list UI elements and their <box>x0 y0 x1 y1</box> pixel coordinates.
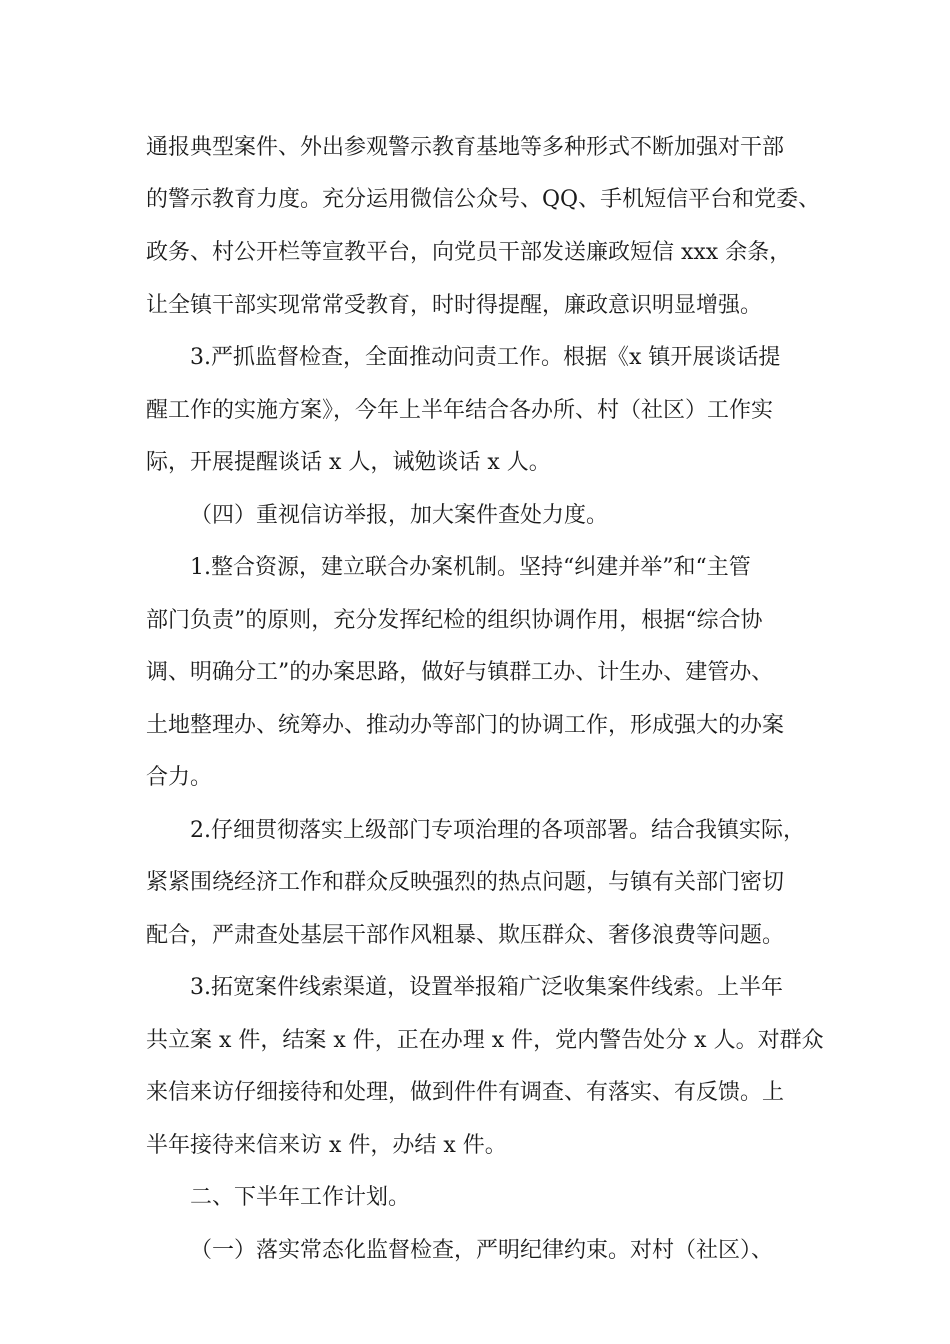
text-line: 部门负责”的原则，充分发挥纪检的组织协调作用，根据“综合协 <box>146 608 763 633</box>
text-line: 让全镇干部实现常常受教育，时时得提醒，廉政意识明显增强。 <box>146 293 763 318</box>
text-line: 半年接待来信来访 x 件，办结 x 件。 <box>146 1133 507 1158</box>
text-line: 紧紧围绕经济工作和群众反映强烈的热点问题，与镇有关部门密切 <box>146 870 785 895</box>
text-line: 醒工作的实施方案》，今年上半年结合各办所、村（社区）工作实 <box>146 398 774 423</box>
text-line: 来信来访仔细接待和处理，做到件件有调查、有落实、有反馈。上 <box>146 1080 785 1105</box>
text-line: 配合，严肃查处基层干部作风粗暴、欺压群众、奢侈浪费等问题。 <box>146 923 785 948</box>
paragraph-start-line: （一）落实常态化监督检查，严明纪律约束。对村（社区）、 <box>190 1238 774 1263</box>
text-line: 土地整理办、统筹办、推动办等部门的协调工作，形成强大的办案 <box>146 713 785 738</box>
text-line: 调、明确分工”的办案思路，做好与镇群工办、计生办、建管办、 <box>146 660 774 685</box>
paragraph-start-line: 3.拓宽案件线索渠道，设置举报箱广泛收集案件线索。上半年 <box>190 975 783 1000</box>
text-line: 通报典型案件、外出参观警示教育基地等多种形式不断加强对干部 <box>146 135 785 160</box>
text-line: 政务、村公开栏等宣教平台，向党员干部发送廉政短信 xxx 余条， <box>146 240 792 265</box>
section-heading: 二、下半年工作计划。 <box>190 1185 411 1210</box>
text-line: 共立案 x 件，结案 x 件，正在办理 x 件，党内警告处分 x 人。对群众 <box>146 1028 824 1053</box>
text-line: 合力。 <box>146 765 213 790</box>
section-heading: （四）重视信访举报，加大案件查处力度。 <box>190 503 609 528</box>
paragraph-start-line: 3.严抓监督检查，全面推动问责工作。根据《x 镇开展谈话提 <box>190 345 781 370</box>
text-line: 际，开展提醒谈话 x 人，诫勉谈话 x 人。 <box>146 450 551 475</box>
text-line: 的警示教育力度。充分运用微信公众号、QQ、手机短信平台和党委、 <box>146 187 821 212</box>
paragraph-start-line: 1.整合资源，建立联合办案机制。坚持“纠建并举”和“主管 <box>190 555 751 580</box>
paragraph-start-line: 2.仔细贯彻落实上级部门专项治理的各项部署。结合我镇实际， <box>190 818 805 843</box>
